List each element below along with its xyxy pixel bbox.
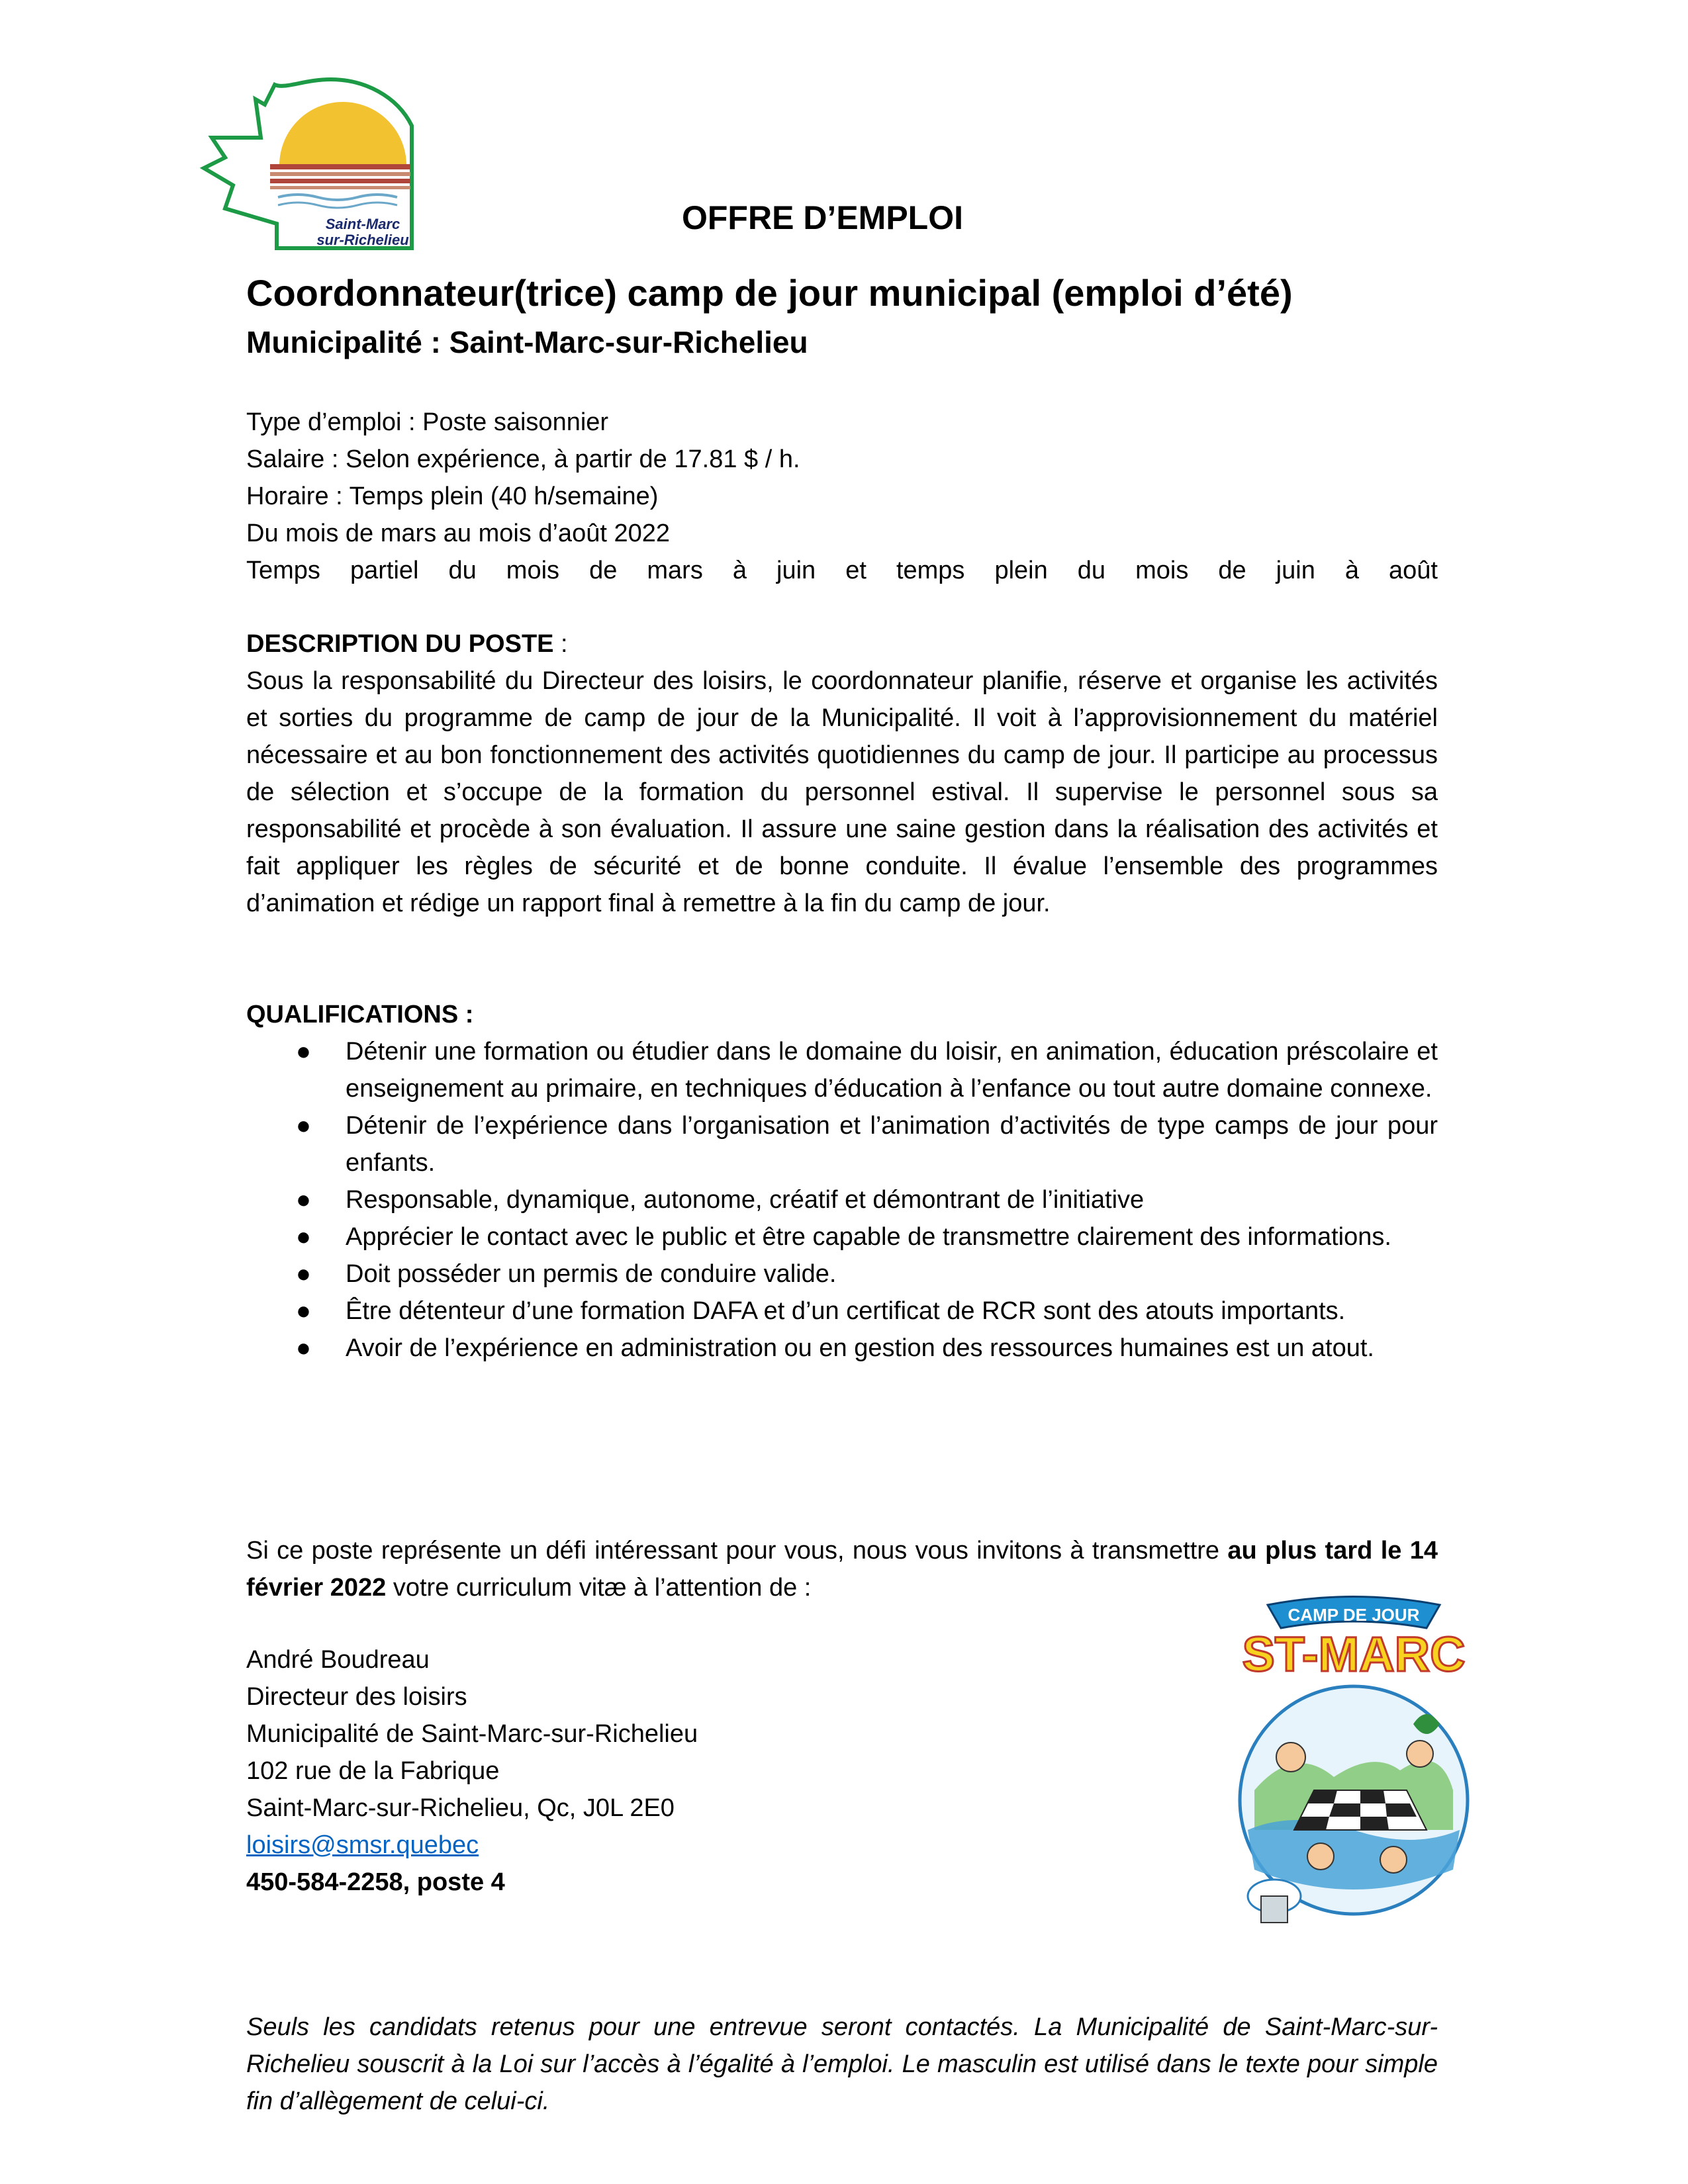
qualifications-section [246, 996, 1438, 1367]
invitation-paragraph: Si ce poste représente un défi intéressant pour vous, nous vous invitons à transmettre au plus tard le 14 février 2022 votre curriculum vitæ à l’attention de : [246, 1537, 1438, 1602]
job-type: Type d’emploi : Poste saisonnier [246, 408, 609, 436]
municipality-logo [199, 73, 437, 265]
qualifications-heading: QUALIFICATIONS : [246, 1001, 474, 1028]
qualifications-list [246, 1033, 1438, 1367]
contact-phone: 450-584-2258, poste 4 [246, 1868, 505, 1896]
logo-text-line2: sur-Richelieu [316, 232, 409, 248]
bullet-icon: ● [296, 1223, 311, 1251]
job-details [246, 404, 1438, 589]
contact-street: 102 rue de la Fabrique [246, 1757, 500, 1785]
contact-org: Municipalité de Saint-Marc-sur-Richelieu [246, 1720, 698, 1748]
job-title: Coordonnateur(trice) camp de jour municipal (emploi d’été) [246, 272, 1293, 314]
bullet-icon: ● [296, 1297, 311, 1325]
description-section [246, 625, 1438, 922]
list-item: ● Détenir de l’expérience dans l’organisation et l’animation d’activités de type camps de jour pour enfants. [246, 1107, 1438, 1181]
checkerboard-icon [1294, 1790, 1427, 1830]
list-item: ● Responsable, dynamique, autonome, créatif et démontrant de l’initiative [246, 1181, 1438, 1218]
municipality-line: Municipalité : Saint-Marc-sur-Richelieu [246, 325, 808, 359]
camp-de-jour-logo [1228, 1592, 1479, 1936]
salary: Salaire : Selon expérience, à partir de 17.81 $ / h. [246, 445, 800, 473]
description-text: Sous la responsabilité du Directeur des loisirs, le coordonnateur planifie, réserve et organise les activités et sorties du programme de camp de jour de la Municipalité. Il voit à l’approvisionnement du matériel nécessaire et au bon fonctionnement des activités quotidiennes du camp de jour. Il participe au processus de sélection et s’occupe de la formation du personnel estival. Il supervise le personnel sous sa responsabilité et procède à son évaluation. Il assure une saine gestion dans la réalisation des activités et fait appliquer les règles de sécurité et de bonne conduite. Il évalue l’ensemble des programmes d’animation et rédige un rapport final à remettre à la fin du camp de jour. [246, 667, 1438, 917]
logo-text-line1: Saint-Marc [325, 216, 400, 232]
list-item: ● Avoir de l’expérience en administration ou en gestion des ressources humaines est un atout. [246, 1330, 1438, 1367]
list-item: ● Être détenteur d’une formation DAFA et d’un certificat de RCR sont des atouts importants. [246, 1293, 1438, 1330]
footer-note: Seuls les candidats retenus pour une entrevue seront contactés. La Municipalité de Saint-Marc-sur-Richelieu souscrit à la Loi sur l’accès à l’égalité à l’emploi. Le masculin est utilisé dans le texte pour simple fin d’allègement de celui-ci. [246, 2013, 1438, 2115]
contact-email-link[interactable]: loisirs@smsr.quebec [246, 1831, 479, 1859]
period: Du mois de mars au mois d’août 2022 [246, 520, 670, 547]
bullet-icon: ● [296, 1334, 311, 1362]
list-item: ● Doit posséder un permis de conduire valide. [246, 1255, 1438, 1293]
bullet-icon: ● [296, 1112, 311, 1140]
list-item: ● Détenir une formation ou étudier dans le domaine du loisir, en animation, éducation préscolaire et enseignement au primaire, en techniques d’éducation à l’enfance ou tout autre domaine connexe. [246, 1033, 1438, 1107]
description-label: DESCRIPTION DU POSTE [246, 630, 554, 658]
sun-icon [279, 102, 406, 165]
bullet-icon: ● [296, 1186, 311, 1214]
camp-logo-text-line1: CAMP DE JOUR [1288, 1605, 1420, 1625]
bullet-icon: ● [296, 1038, 311, 1066]
contact-role: Directeur des loisirs [246, 1683, 467, 1711]
bullet-icon: ● [296, 1260, 311, 1288]
contact-name: André Boudreau [246, 1646, 430, 1674]
contact-block [246, 1641, 1173, 1901]
camp-logo-text-line2: ST-MARC [1242, 1627, 1466, 1682]
page-heading: OFFRE D’EMPLOI [682, 199, 963, 236]
contact-city: Saint-Marc-sur-Richelieu, Qc, J0L 2E0 [246, 1794, 675, 1822]
description-label-suffix: : [553, 630, 568, 658]
deadline: au plus tard le 14 février 2022 [246, 1537, 1438, 1602]
list-item: ● Apprécier le contact avec le public et être capable de transmettre clairement des informations. [246, 1218, 1438, 1255]
water-stripes [270, 164, 410, 208]
part-time-period: Temps partiel du mois de mars à juin et temps plein du mois de juin à août [246, 557, 1438, 584]
description-heading [246, 625, 1438, 662]
schedule: Horaire : Temps plein (40 h/semaine) [246, 482, 659, 510]
